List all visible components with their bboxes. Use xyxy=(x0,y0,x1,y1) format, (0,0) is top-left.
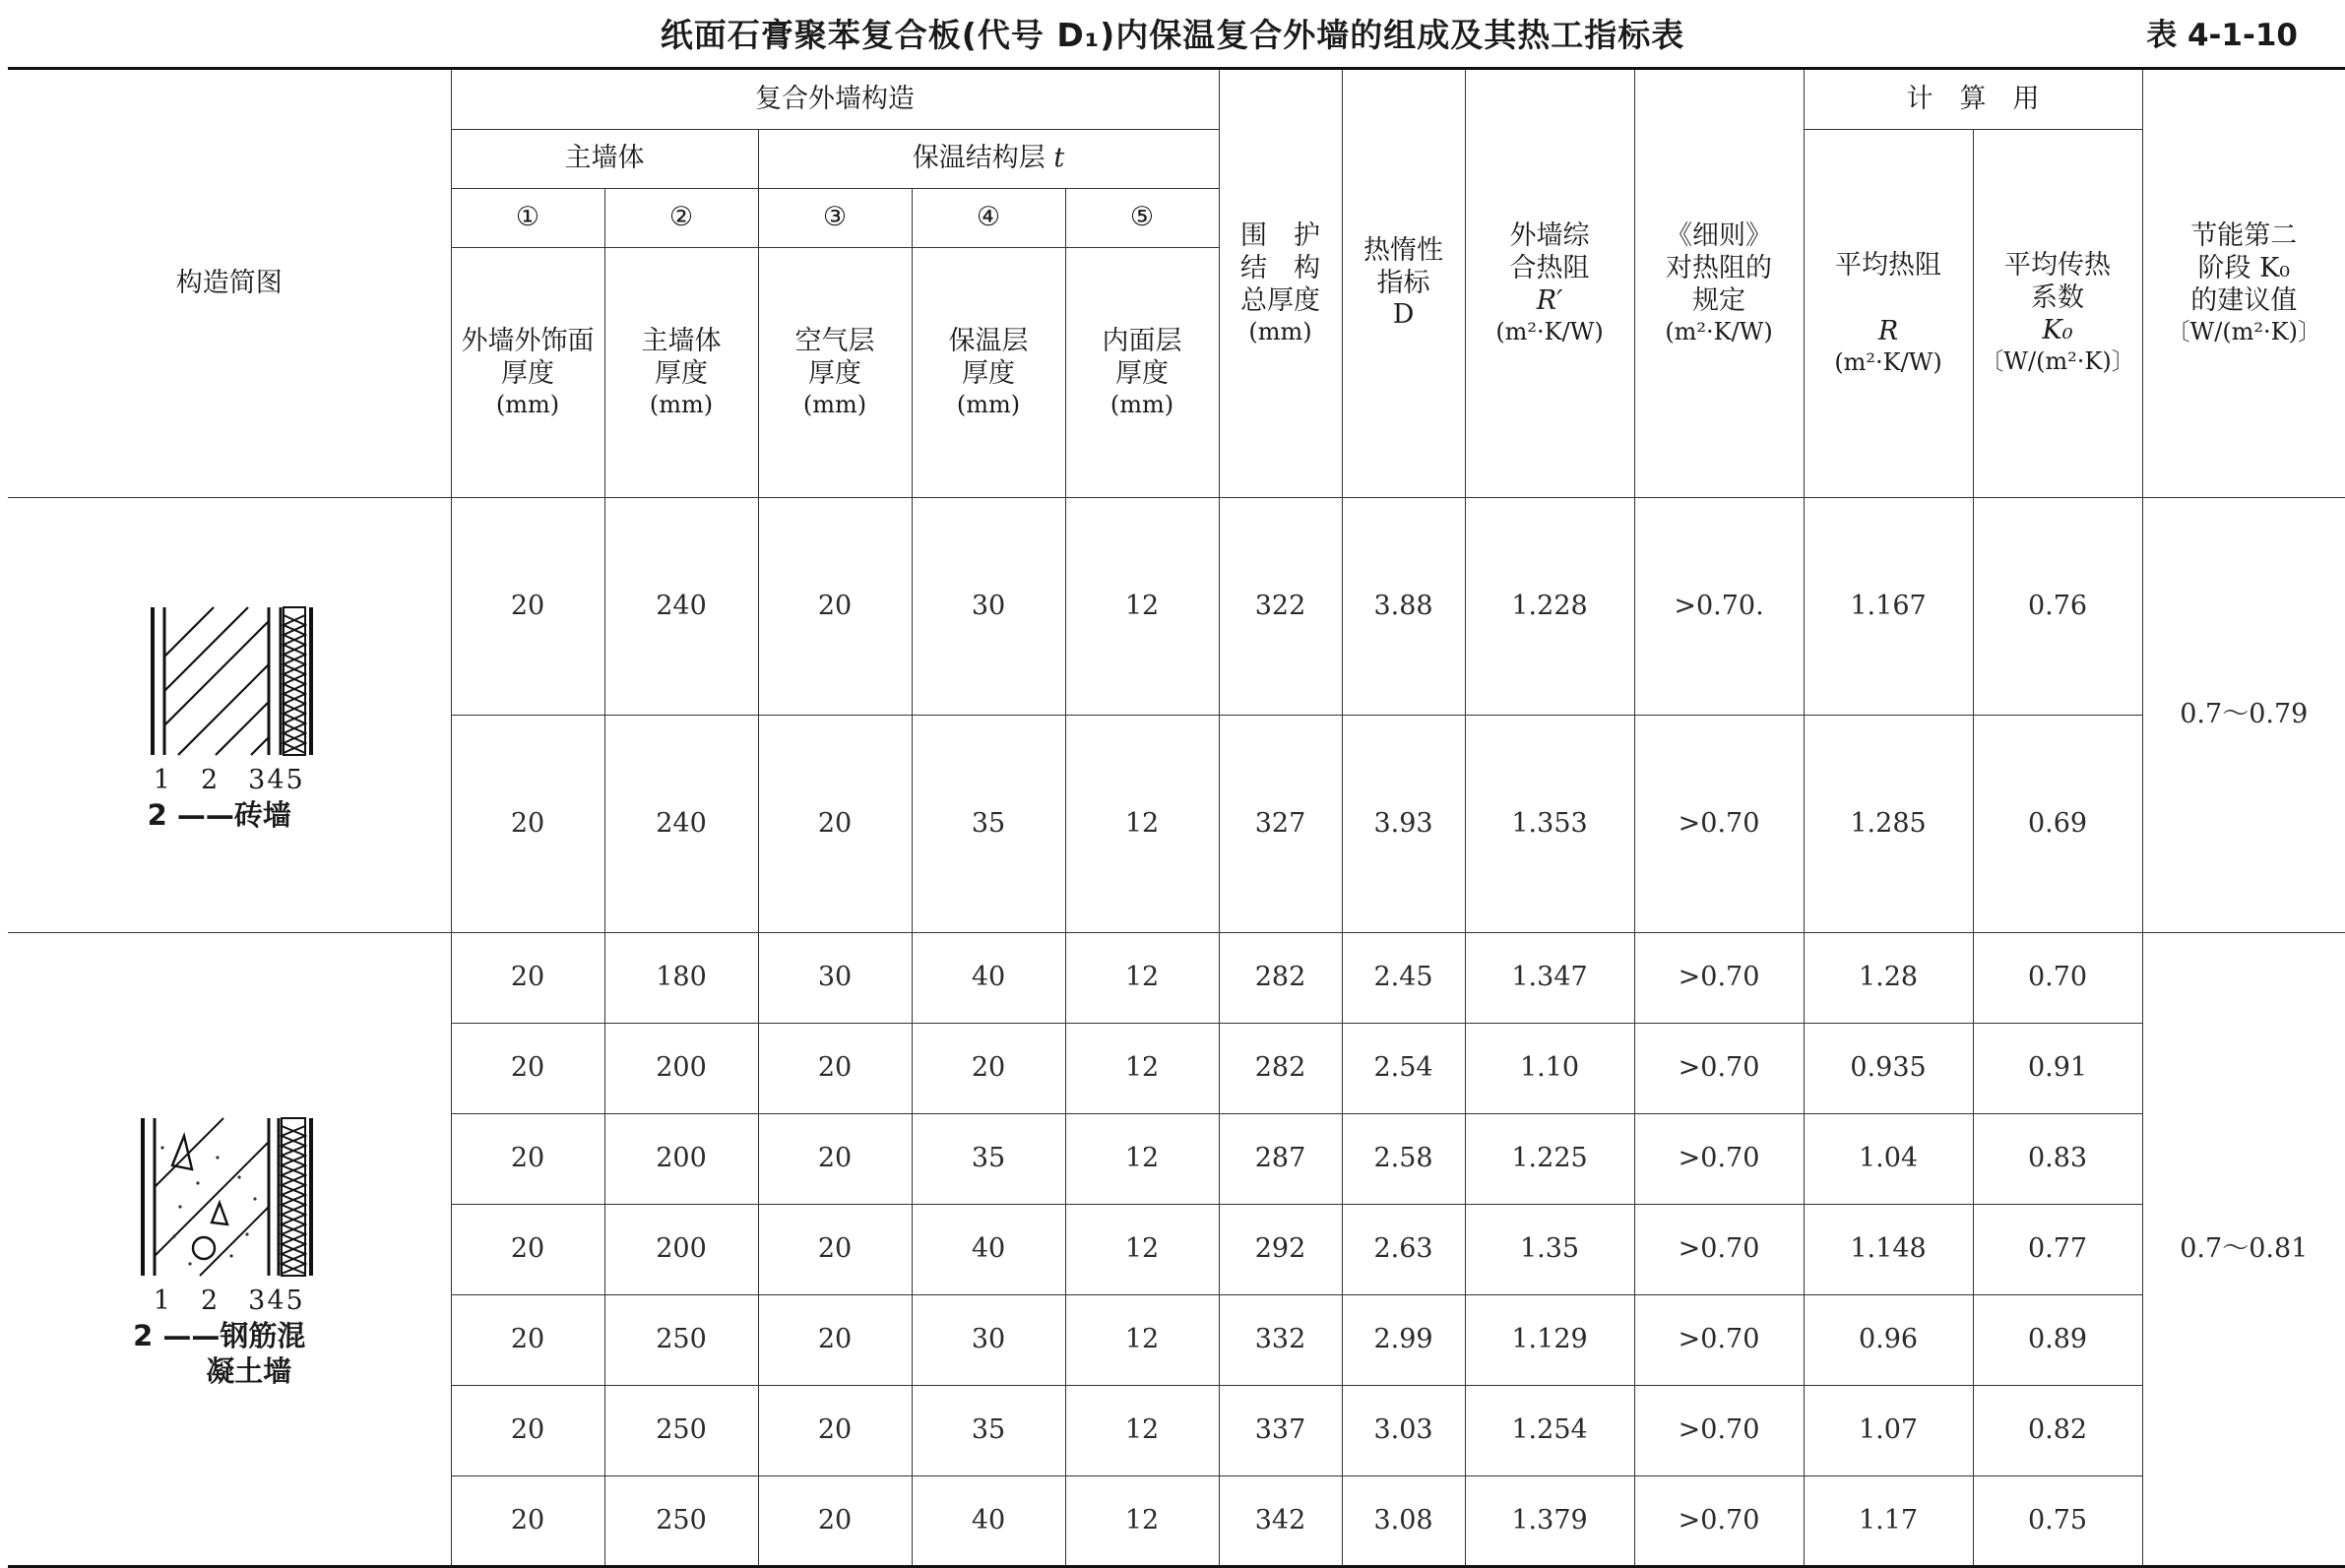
cell: 12 xyxy=(1065,1114,1219,1205)
page-title: 纸面石膏聚苯复合板(代号 D₁)内保温复合外墙的组成及其热工指标表 xyxy=(660,16,1685,54)
inertia-line: 热惰性 xyxy=(1363,234,1444,266)
cell: 1.228 xyxy=(1465,498,1634,716)
rules-resistance-unit: (m²·K/W) xyxy=(1665,317,1773,345)
cell: 40 xyxy=(912,933,1065,1024)
cell: 20 xyxy=(451,933,604,1024)
concrete-wall-section-icon xyxy=(121,1108,338,1286)
cell: 200 xyxy=(604,1114,758,1205)
cell: 35 xyxy=(912,1114,1065,1205)
cell: 2.99 xyxy=(1342,1295,1465,1386)
thickness-label: 厚度 xyxy=(501,357,554,389)
layer-name: 主墙体 xyxy=(641,325,722,356)
diagram-concrete-wall xyxy=(8,933,451,1567)
cell: 20 xyxy=(758,1295,912,1386)
cell: 40 xyxy=(912,1205,1065,1295)
cell: 1.148 xyxy=(1804,1205,1973,1295)
total-thickness-unit: (mm) xyxy=(1248,317,1312,345)
cell: 20 xyxy=(758,1024,912,1114)
combined-resistance-line: 外墙综 xyxy=(1509,220,1590,251)
layer-name: 空气层 xyxy=(794,325,875,356)
cell: 20 xyxy=(451,1114,604,1205)
cell: 0.75 xyxy=(1973,1476,2142,1567)
cell: 1.347 xyxy=(1465,933,1634,1024)
cell: 12 xyxy=(1065,933,1219,1024)
header-layer-num: ④ xyxy=(912,189,1065,248)
cell: 35 xyxy=(912,716,1065,933)
cell: 20 xyxy=(451,716,604,933)
unit-label: (mm) xyxy=(1109,390,1174,418)
cell: 2.54 xyxy=(1342,1024,1465,1114)
thickness-label: 厚度 xyxy=(1115,357,1170,389)
cell: 180 xyxy=(604,933,758,1024)
header-main-wall: 主墙体 xyxy=(451,130,758,189)
cell: >0.70 xyxy=(1634,1024,1804,1114)
cell: 30 xyxy=(912,1295,1065,1386)
diagram-caption: 2 ——砖墙 xyxy=(147,797,291,832)
cell: 1.17 xyxy=(1804,1476,1973,1567)
avg-resistance-unit: (m²·K/W) xyxy=(1834,347,1942,376)
cell: 20 xyxy=(451,1386,604,1476)
cell: 12 xyxy=(1065,716,1219,933)
cell: 200 xyxy=(604,1205,758,1295)
cell: 322 xyxy=(1219,498,1342,716)
phase2-line: 阶段 K₀ xyxy=(2197,252,2291,283)
cell: 0.70 xyxy=(1973,933,2142,1024)
cell: >0.70 xyxy=(1634,933,1804,1024)
diagram-layer-numbers: 1 2 345 xyxy=(153,764,305,795)
cell: 30 xyxy=(912,498,1065,716)
layer-name: 内面层 xyxy=(1102,325,1182,356)
cell: >0.70 xyxy=(1634,1476,1804,1567)
cell: 250 xyxy=(604,1295,758,1386)
phase2-line: 的建议值 xyxy=(2190,284,2298,316)
header-total-thickness xyxy=(1219,69,1342,498)
unit-label: (mm) xyxy=(495,390,560,418)
cell: 20 xyxy=(451,498,604,716)
cell: 40 xyxy=(912,1476,1065,1567)
cell: 20 xyxy=(758,1114,912,1205)
cell: 20 xyxy=(451,1476,604,1567)
table-row xyxy=(8,498,2345,716)
cell: 30 xyxy=(758,933,912,1024)
avg-resistance-line: 平均热阻 xyxy=(1835,249,1942,281)
cell: 3.93 xyxy=(1342,716,1465,933)
cell: 1.225 xyxy=(1465,1114,1634,1205)
header-insulation xyxy=(758,130,1219,189)
combined-resistance-symbol: R′ xyxy=(1536,284,1563,316)
rules-resistance-line: 对热阻的 xyxy=(1666,252,1773,283)
cell: 240 xyxy=(604,498,758,716)
cell: >0.70 xyxy=(1634,716,1804,933)
cell: 20 xyxy=(758,1476,912,1567)
layer-name: 外墙外饰面 xyxy=(461,325,595,356)
total-thickness-line: 结 构 xyxy=(1240,252,1321,283)
table-row xyxy=(8,933,2345,1024)
header-layer-insulation xyxy=(912,248,1065,498)
combined-resistance-line: 合热阻 xyxy=(1509,252,1590,283)
cell: 337 xyxy=(1219,1386,1342,1476)
cell: 1.254 xyxy=(1465,1386,1634,1476)
insulation-label: 保温结构层 xyxy=(912,143,1046,174)
header-avg-transfer xyxy=(1973,130,2142,498)
cell: 342 xyxy=(1219,1476,1342,1567)
cell: 3.03 xyxy=(1342,1386,1465,1476)
phase2-value: 0.7～0.79 xyxy=(2142,498,2345,933)
cell: 0.89 xyxy=(1973,1295,2142,1386)
cell: 12 xyxy=(1065,498,1219,716)
cell: 0.91 xyxy=(1973,1024,2142,1114)
cell: 20 xyxy=(451,1024,604,1114)
insulation-symbol: t xyxy=(1053,143,1065,174)
cell: >0.70 xyxy=(1634,1295,1804,1386)
cell: 12 xyxy=(1065,1024,1219,1114)
cell: 2.58 xyxy=(1342,1114,1465,1205)
combined-resistance-unit: (m²·K/W) xyxy=(1495,317,1604,345)
cell: >0.70. xyxy=(1634,498,1804,716)
header-layer-num: ① xyxy=(451,189,604,248)
header-diagram: 构造简图 xyxy=(8,69,451,498)
cell: 240 xyxy=(604,716,758,933)
cell: 1.10 xyxy=(1465,1024,1634,1114)
cell: 287 xyxy=(1219,1114,1342,1205)
cell: 2.63 xyxy=(1342,1205,1465,1295)
avg-transfer-line: 系数 xyxy=(2031,282,2085,314)
cell: 200 xyxy=(604,1024,758,1114)
inertia-line: 指标 xyxy=(1376,267,1430,298)
rules-resistance-line: 规定 xyxy=(1692,284,1746,316)
header-phase2 xyxy=(2142,69,2345,498)
cell: 2.45 xyxy=(1342,933,1465,1024)
cell: 0.76 xyxy=(1973,498,2142,716)
thickness-label: 厚度 xyxy=(808,357,861,389)
cell: 0.935 xyxy=(1804,1024,1973,1114)
header-layer-num: ③ xyxy=(758,189,912,248)
cell: 20 xyxy=(758,1386,912,1476)
header-composite-wall: 复合外墙构造 xyxy=(451,69,1219,130)
header-combined-resistance xyxy=(1465,69,1634,498)
layer-name: 保温层 xyxy=(948,325,1029,356)
thermal-index-table xyxy=(8,67,2345,1568)
cell: 20 xyxy=(758,1205,912,1295)
diagram-caption: 2 ——钢筋混 xyxy=(133,1319,306,1353)
unit-label: (mm) xyxy=(802,390,867,418)
table-number: 表 4-1-10 xyxy=(2146,18,2298,53)
cell: 1.379 xyxy=(1465,1476,1634,1567)
header-layer-outer-finish xyxy=(451,248,604,498)
cell: 250 xyxy=(604,1476,758,1567)
cell: 282 xyxy=(1219,1024,1342,1114)
phase2-unit: 〔W/(m²·K)〕 xyxy=(2166,317,2321,345)
cell: 1.35 xyxy=(1465,1205,1634,1295)
cell: 1.28 xyxy=(1804,933,1973,1024)
total-thickness-line: 总厚度 xyxy=(1240,284,1321,316)
cell: 1.129 xyxy=(1465,1295,1634,1386)
cell: 327 xyxy=(1219,716,1342,933)
header-layer-num: ⑤ xyxy=(1065,189,1219,248)
unit-label: (mm) xyxy=(649,390,714,418)
table-container xyxy=(8,67,2345,1568)
inertia-symbol: D xyxy=(1392,299,1415,331)
header-rules-resistance xyxy=(1634,69,1804,498)
cell: 12 xyxy=(1065,1205,1219,1295)
avg-transfer-line: 平均传热 xyxy=(2004,250,2112,282)
cell: 3.88 xyxy=(1342,498,1465,716)
cell: 0.96 xyxy=(1804,1295,1973,1386)
cell: >0.70 xyxy=(1634,1386,1804,1476)
phase2-value: 0.7～0.81 xyxy=(2142,933,2345,1567)
avg-resistance-symbol: R xyxy=(1877,315,1899,346)
cell: 12 xyxy=(1065,1295,1219,1386)
cell: 12 xyxy=(1065,1386,1219,1476)
avg-transfer-unit: 〔W/(m²·K)〕 xyxy=(1980,347,2135,376)
brick-wall-section-icon xyxy=(121,597,338,765)
phase2-line: 节能第二 xyxy=(2190,220,2298,251)
cell: 0.77 xyxy=(1973,1205,2142,1295)
cell: 1.04 xyxy=(1804,1114,1973,1205)
cell: 1.167 xyxy=(1804,498,1973,716)
header-layer-main-wall xyxy=(604,248,758,498)
cell: >0.70 xyxy=(1634,1205,1804,1295)
cell: 20 xyxy=(451,1205,604,1295)
avg-transfer-symbol: K₀ xyxy=(2042,315,2073,346)
cell: 12 xyxy=(1065,1476,1219,1567)
unit-label: (mm) xyxy=(956,390,1021,418)
cell: 282 xyxy=(1219,933,1342,1024)
rules-resistance-line: 《细则》 xyxy=(1666,220,1773,251)
header-avg-resistance xyxy=(1804,130,1973,498)
cell: 20 xyxy=(758,498,912,716)
cell: 0.82 xyxy=(1973,1386,2142,1476)
header-layer-inner xyxy=(1065,248,1219,498)
cell: 1.353 xyxy=(1465,716,1634,933)
diagram-brick-wall xyxy=(8,498,451,933)
diagram-caption: 凝土墙 xyxy=(206,1354,292,1389)
cell: 20 xyxy=(912,1024,1065,1114)
cell: 0.83 xyxy=(1973,1114,2142,1205)
cell: 3.08 xyxy=(1342,1476,1465,1567)
header-layer-num: ② xyxy=(604,189,758,248)
header-inertia xyxy=(1342,69,1465,498)
thickness-label: 厚度 xyxy=(655,357,708,389)
cell: 0.69 xyxy=(1973,716,2142,933)
cell: 35 xyxy=(912,1386,1065,1476)
cell: 20 xyxy=(758,716,912,933)
cell: 1.07 xyxy=(1804,1386,1973,1476)
total-thickness-line: 围 护 xyxy=(1240,220,1321,251)
thickness-label: 厚度 xyxy=(962,357,1015,389)
cell: 1.285 xyxy=(1804,716,1973,933)
cell: 332 xyxy=(1219,1295,1342,1386)
cell: 292 xyxy=(1219,1205,1342,1295)
header-layer-air xyxy=(758,248,912,498)
header-calc-group: 计 算 用 xyxy=(1804,69,2142,130)
cell: 250 xyxy=(604,1386,758,1476)
cell: 20 xyxy=(451,1295,604,1386)
spacer xyxy=(1805,282,1973,316)
diagram-layer-numbers: 1 2 345 xyxy=(153,1286,305,1317)
cell: >0.70 xyxy=(1634,1114,1804,1205)
